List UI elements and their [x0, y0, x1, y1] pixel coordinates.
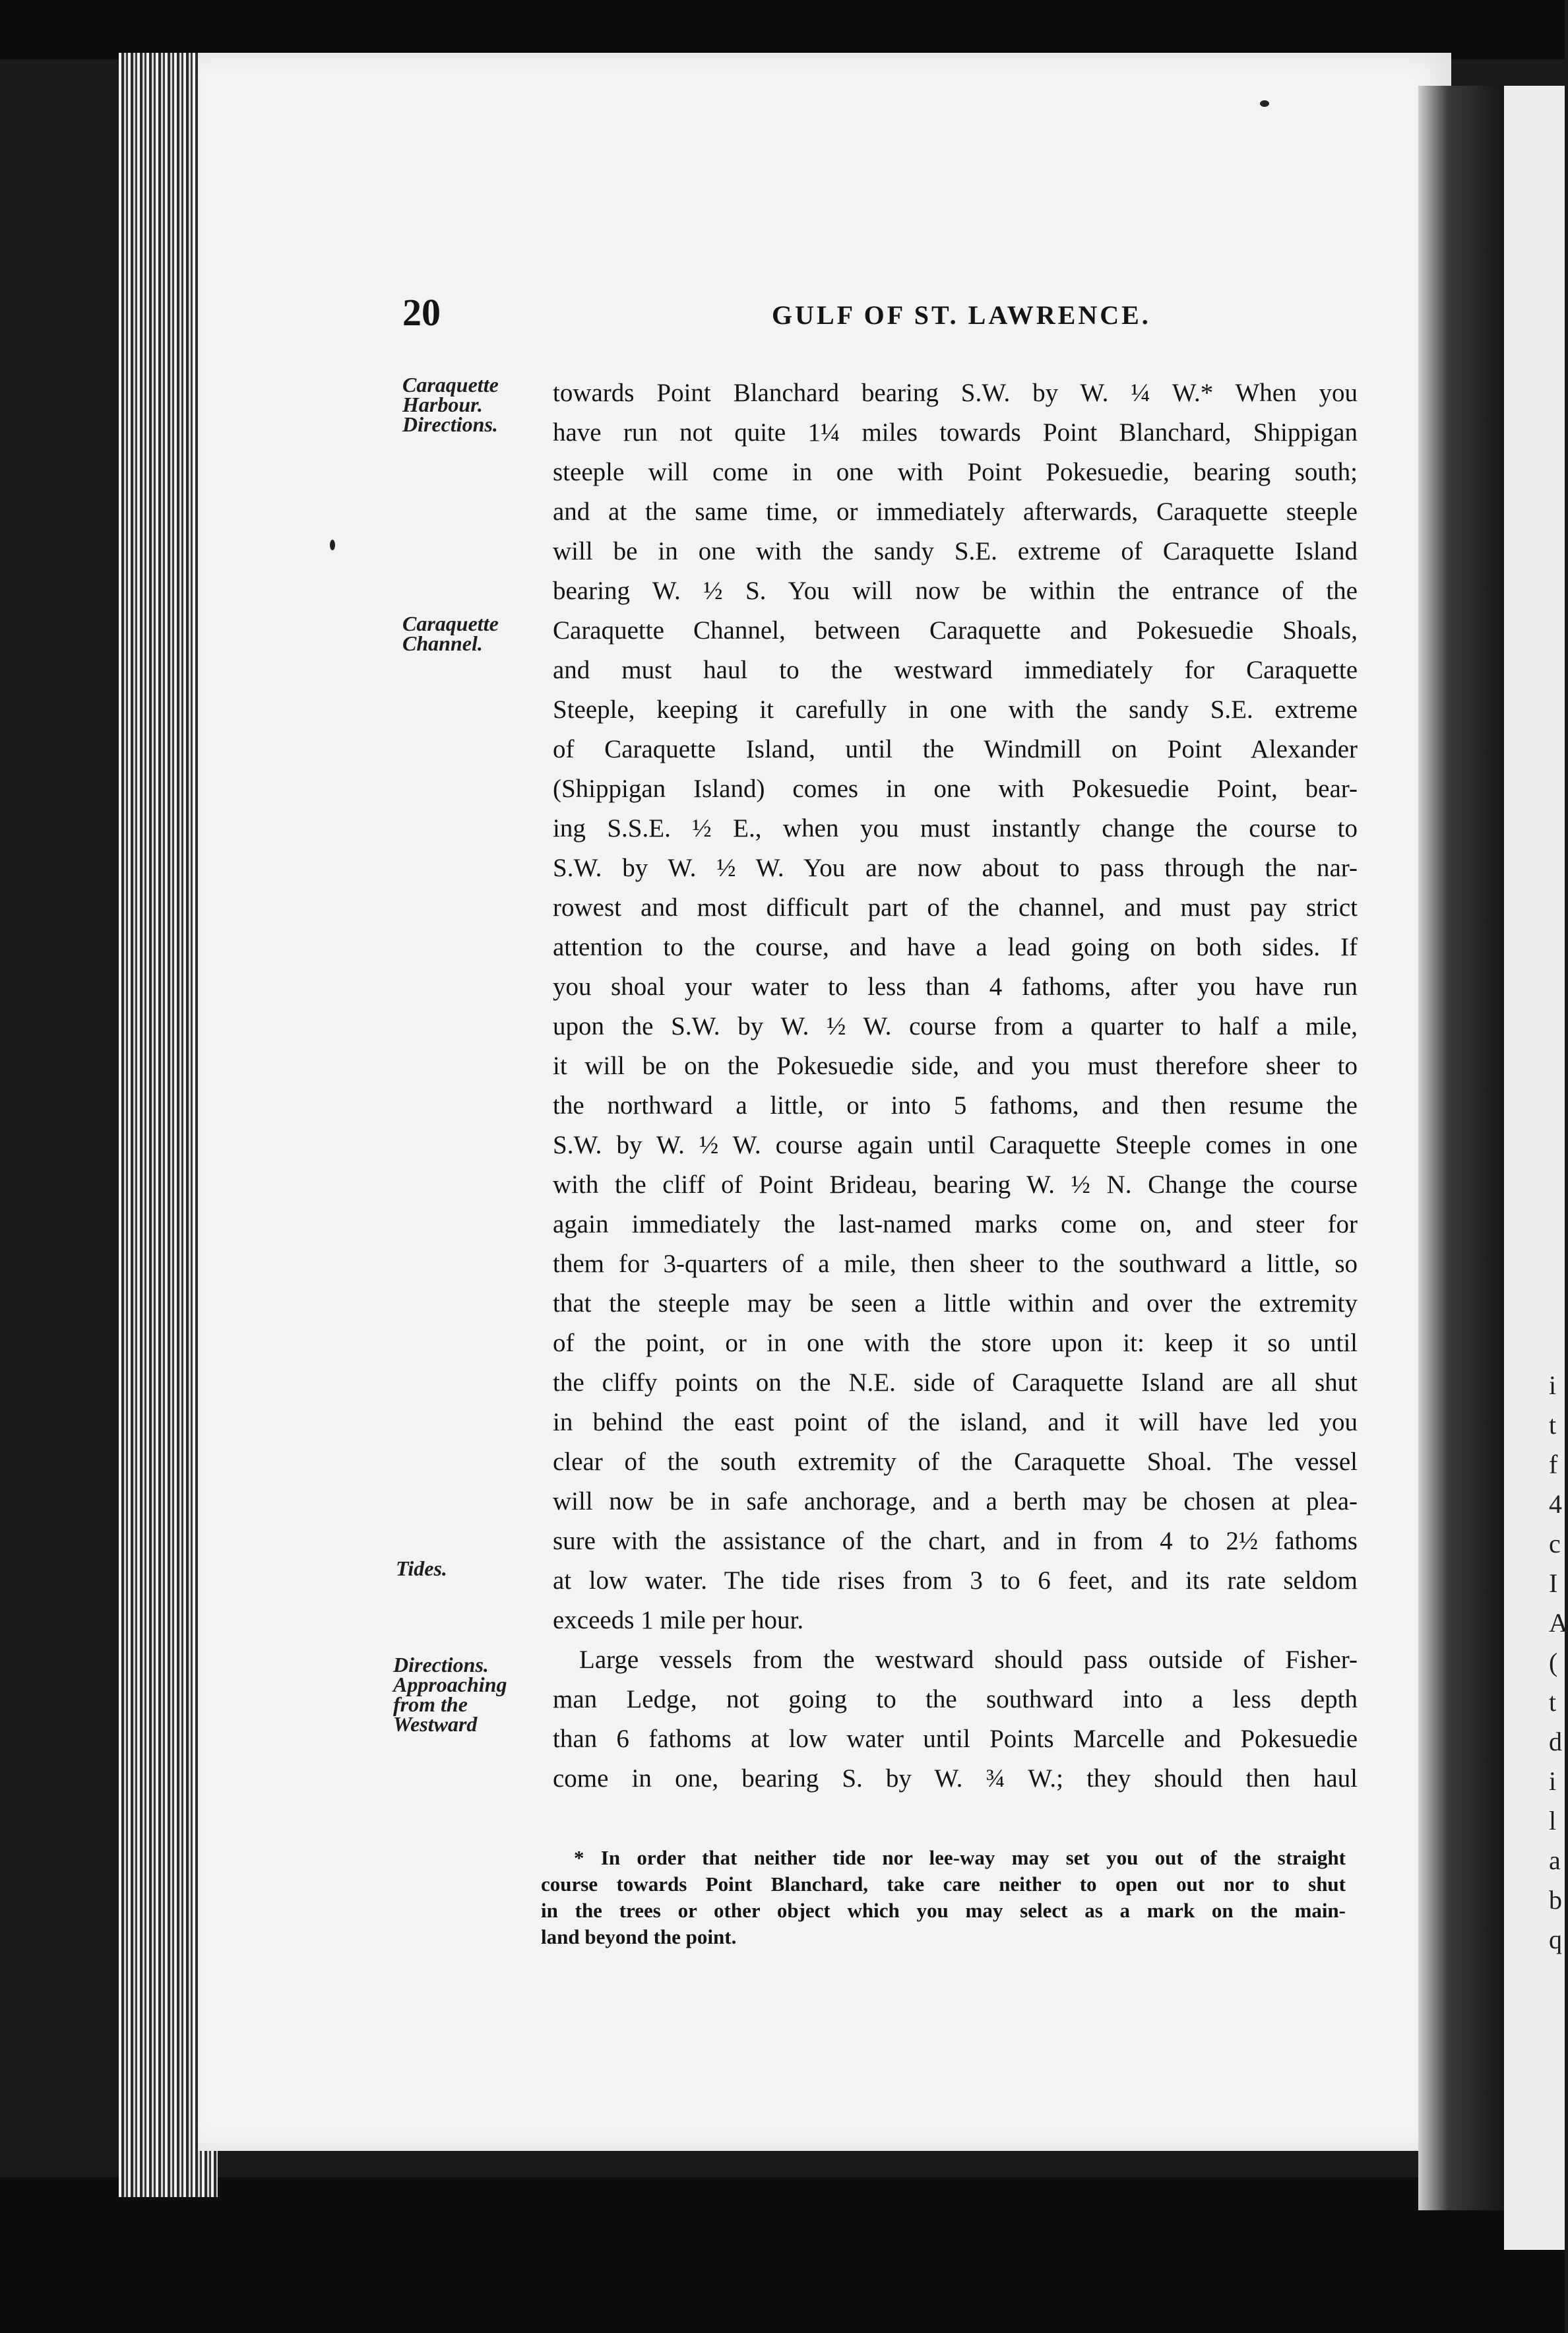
- ink-speck: [1260, 100, 1269, 107]
- facing-page-letter: 4: [1549, 1489, 1562, 1519]
- text-line: them for 3-quarters of a mile, then sheer to the southward a little, so: [553, 1250, 1358, 1278]
- text-line: with the cliff of Point Brideau, bearing W. ½ N. Change the course: [553, 1170, 1358, 1199]
- text-line: Steeple, keeping it carefully in one with the sandy S.E. extreme: [553, 695, 1358, 724]
- text-line: exceeds 1 mile per hour.: [553, 1606, 804, 1634]
- text-line: have run not quite 1¼ miles towards Point Blanchard, Shippigan: [553, 418, 1358, 447]
- text-line: than 6 fathoms at low water until Points Marcelle and Pokesuedie: [553, 1725, 1358, 1753]
- facing-page-letter: t: [1549, 1410, 1557, 1440]
- text-line: S.W. by W. ½ W. You are now about to pass through the nar-: [553, 854, 1358, 882]
- facing-page-letter: i: [1549, 1370, 1557, 1400]
- text-line: S.W. by W. ½ W. course again until Caraquette Steeple comes in one: [553, 1131, 1358, 1159]
- text-line: at low water. The tide rises from 3 to 6 feet, and its rate seldom: [553, 1566, 1358, 1595]
- footnote-line: in the trees or other object which you may select as a mark on the main-: [541, 1899, 1346, 1922]
- footnote-line: * In order that neither tide nor lee-way may set you out of the straight: [574, 1846, 1346, 1869]
- page-header: [402, 290, 1346, 336]
- text-line: you shoal your water to less than 4 fathoms, after you have run: [553, 973, 1358, 1001]
- text-line: (Shippigan Island) comes in one with Pokesuedie Point, bear-: [553, 775, 1358, 803]
- text-line: upon the S.W. by W. ½ W. course from a quarter to half a mile,: [553, 1012, 1358, 1040]
- text-line: Caraquette Channel, between Caraquette and Pokesuedie Shoals,: [553, 616, 1358, 645]
- text-line: in behind the east point of the island, and it will have led you: [553, 1408, 1358, 1436]
- text-line: attention to the course, and have a lead going on both sides. If: [553, 933, 1358, 961]
- running-head: GULF OF ST. LAWRENCE.: [772, 300, 1151, 330]
- footnote: [541, 1845, 1346, 1950]
- margin-note-harbour: Caraquette Harbour. Directions.: [402, 373, 499, 436]
- facing-page-letter: a: [1549, 1845, 1561, 1875]
- facing-page-letter: i: [1549, 1766, 1557, 1796]
- facing-page-letter: A: [1549, 1608, 1568, 1638]
- text-line: come in one, bearing S. by W. ¾ W.; they should then haul: [553, 1764, 1358, 1793]
- text-line: the cliffy points on the N.E. side of Caraquette Island are all shut: [553, 1368, 1358, 1397]
- facing-page-letter: t: [1549, 1687, 1557, 1717]
- margin-note-channel: Caraquette Channel.: [402, 612, 499, 655]
- facing-page-letter: f: [1549, 1450, 1558, 1479]
- book-gutter: [1418, 86, 1504, 2210]
- text-line: of Caraquette Island, until the Windmill on Point Alexander: [553, 735, 1358, 763]
- text-line: the northward a little, or into 5 fathoms, and then resume the: [553, 1091, 1358, 1120]
- text-line: sure with the assistance of the chart, and in from 4 to 2½ fathoms: [553, 1527, 1358, 1555]
- text-line: of the point, or in one with the store upon it: keep it so until: [553, 1329, 1358, 1357]
- footnote-line: land beyond the point.: [541, 1925, 737, 1948]
- margin-note-tides: Tides.: [396, 1556, 447, 1580]
- text-line: steeple will come in one with Point Pokesuedie, bearing south;: [553, 458, 1358, 486]
- text-line: that the steeple may be seen a little within and over the extremity: [553, 1289, 1358, 1318]
- text-line: again immediately the last-named marks come on, and steer for: [553, 1210, 1358, 1238]
- text-line: it will be on the Pokesuedie side, and you must therefore sheer to: [553, 1052, 1358, 1080]
- text-line: Large vessels from the westward should pass outside of Fisher-: [579, 1646, 1358, 1674]
- text-line: and must haul to the westward immediately for Caraquette: [553, 656, 1358, 684]
- page-number: 20: [402, 291, 441, 334]
- margin-note-westward: Directions. Approaching from the Westward: [393, 1653, 507, 1736]
- facing-page-letter: b: [1549, 1885, 1562, 1915]
- text-line: bearing W. ½ S. You will now be within the entrance of the: [553, 577, 1358, 605]
- ink-speck: [330, 540, 335, 550]
- scan-background-bottom: [0, 2177, 1565, 2333]
- footnote-line: course towards Point Blanchard, take care neither to open out nor to shut: [541, 1872, 1346, 1896]
- text-line: man Ledge, not going to the southward into a less depth: [553, 1685, 1358, 1713]
- facing-page-letter: I: [1549, 1568, 1558, 1598]
- text-line: ing S.S.E. ½ E., when you must instantly change the course to: [553, 814, 1358, 843]
- body-text: [553, 373, 1358, 1799]
- text-line: rowest and most difficult part of the channel, and must pay strict: [553, 893, 1358, 922]
- facing-page-letter: l: [1549, 1806, 1557, 1836]
- text-line: and at the same time, or immediately afterwards, Caraquette steeple: [553, 497, 1358, 526]
- facing-page-letter: (: [1549, 1647, 1558, 1677]
- text-line: clear of the south extremity of the Caraquette Shoal. The vessel: [553, 1448, 1358, 1476]
- facing-page-letter: d: [1549, 1727, 1562, 1756]
- text-line: towards Point Blanchard bearing S.W. by W. ¼ W.* When you: [553, 379, 1358, 407]
- scan-background-top: [0, 0, 1565, 59]
- text-line: will now be in safe anchorage, and a berth may be chosen at plea-: [553, 1487, 1358, 1516]
- facing-page-letter: c: [1549, 1529, 1561, 1558]
- facing-page-letter: q: [1549, 1925, 1562, 1954]
- text-line: will be in one with the sandy S.E. extreme of Caraquette Island: [553, 537, 1358, 565]
